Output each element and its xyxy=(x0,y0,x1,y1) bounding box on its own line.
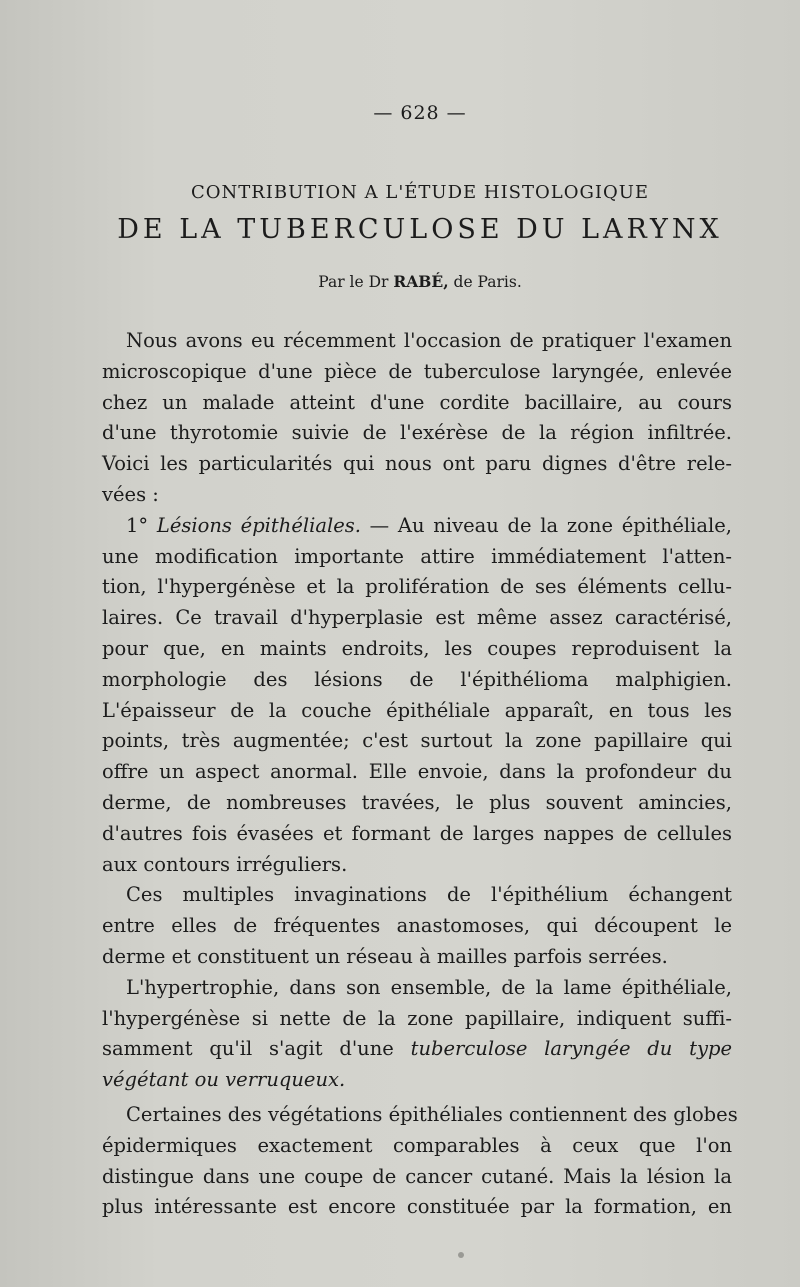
text-line: derme, de nombreuses travées, le plus souvent amincies, xyxy=(102,790,732,814)
text-line: distingue dans une coupe de cancer cutané. Mais la lésion la xyxy=(102,1164,732,1188)
text-line: plus intéressante est encore constituée par la formation, en xyxy=(102,1195,732,1219)
text-line: microscopique d'une pièce de tuberculose laryngée, enlevée xyxy=(102,359,732,383)
emphasis-text: tuberculose laryngée du type xyxy=(410,1037,732,1061)
text-line: pour que, en maints endroits, les coupes reproduisent la xyxy=(102,636,732,660)
text-line xyxy=(102,1034,732,1065)
ink-speck-decoration xyxy=(458,1252,464,1258)
text-fragment: samment qu'il s'agit d'une xyxy=(102,1037,411,1061)
byline-author: RABÉ, xyxy=(393,272,449,291)
byline-suffix: de Paris. xyxy=(453,273,522,291)
text-line: L'épaisseur de la couche épithéliale apparaît, en tous les xyxy=(102,698,732,722)
text-line: aux contours irréguliers. xyxy=(102,852,348,876)
text-line: L'hypertrophie, dans son ensemble, de la lame épithéliale, xyxy=(126,975,732,999)
text-line: laires. Ce travail d'hyperplasie est même assez caractérisé, xyxy=(102,606,732,630)
article-title-line2: DE LA TUBERCULOSE DU LARYNX xyxy=(117,214,723,245)
text-line: d'autres fois évasées et formant de larges nappes de cellules xyxy=(102,821,732,845)
text-line: vées : xyxy=(102,482,159,506)
byline xyxy=(0,272,800,291)
byline-prefix: Par le Dr xyxy=(318,273,389,291)
text-line: morphologie des lésions de l'épithélioma malphigien. xyxy=(102,667,732,691)
text-line: chez un malade atteint d'une cordite bacillaire, au cours xyxy=(102,390,732,414)
section-heading: Lésions épithéliales. xyxy=(156,513,361,537)
text-line: d'une thyrotomie suivie de l'exérèse de la région infiltrée. xyxy=(102,421,732,445)
text-line: points, très augmentée; c'est surtout la zone papillaire qui xyxy=(102,729,732,753)
text-line: une modification importante attire immédiatement l'atten- xyxy=(102,544,732,568)
text-line: derme et constituent un réseau à mailles parfois serrées. xyxy=(102,944,668,968)
article-body xyxy=(102,326,738,1223)
page-number: — 628 — xyxy=(373,102,467,124)
section-number: 1° xyxy=(126,513,157,537)
text-line: Nous avons eu récemment l'occasion de pratiquer l'examen xyxy=(126,329,732,352)
emphasis-text: végétant ou verruqueux. xyxy=(102,1068,346,1092)
text-line: Certaines des végétations épithéliales contiennent des globes xyxy=(126,1102,738,1126)
text-line: offre un aspect anormal. Elle envoie, dans la profondeur du xyxy=(102,760,732,784)
text-line: entre elles de fréquentes anastomoses, qui découpent le xyxy=(102,914,732,938)
text-line: tion, l'hypergénèse et la prolifération de ses éléments cellu- xyxy=(102,575,732,599)
text-line: Ces multiples invaginations de l'épithélium échangent xyxy=(126,883,732,907)
text-line: l'hypergénèse si nette de la zone papillaire, indiquent suffi- xyxy=(102,1006,732,1030)
text-line: Voici les particularités qui nous ont paru dignes d'être rele- xyxy=(102,452,732,476)
article-title-line1: CONTRIBUTION A L'ÉTUDE HISTOLOGIQUE xyxy=(190,182,650,203)
text-fragment: — Au niveau de la zone épithéliale, xyxy=(360,513,732,537)
text-line: épidermiques exactement comparables à ceux que l'on xyxy=(102,1133,732,1157)
text-line xyxy=(102,511,732,542)
